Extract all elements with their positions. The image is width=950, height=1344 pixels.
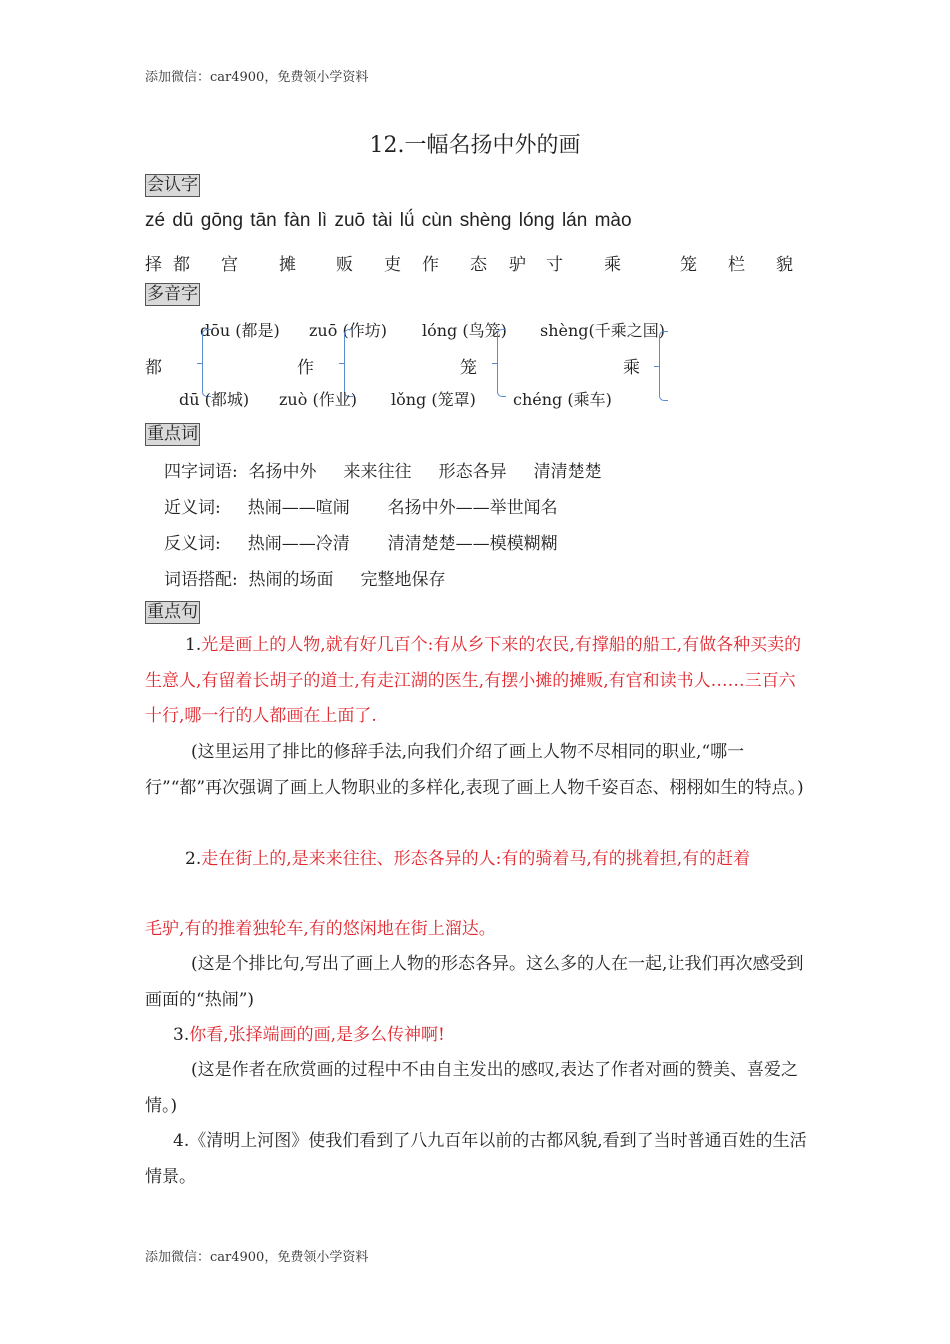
char: 都 — [173, 255, 190, 275]
char: 摊 — [279, 255, 296, 275]
page-footer: 添加微信：car4900，免费领小学资料 — [145, 1250, 369, 1265]
polyphone-top: lóng (鸟笼) — [422, 321, 507, 340]
page-header: 添加微信：car4900，免费领小学资料 — [145, 70, 369, 85]
char: 择 — [145, 255, 162, 275]
char: 寸 — [546, 255, 563, 275]
char: 笼 — [680, 255, 697, 275]
section-label-keysentences: 重点句 — [147, 602, 198, 622]
polyphone-bottom: zuò (作业) — [279, 390, 357, 409]
sentence-3-note: (这是作者在欣赏画的过程中不由自主发出的感叹,表达了作者对画的赞美、喜爱之情。) — [145, 1060, 799, 1116]
polyphone-char: 乘 — [623, 358, 640, 378]
sentence-1: 1.光是画上的人物,就有好几百个:有从乡下来的农民,有撑船的船工,有做各种买卖的生意人,有留着长胡子的道士,有走江湖的医生,有摆小摊的摊贩,有官和读书人……三百六十行,哪一行的人都画在上面了. — [145, 635, 802, 726]
collocations: 词语搭配: 热闹的场面 完整地保存 — [164, 570, 446, 590]
sentence-1-note: (这里运用了排比的修辞手法,向我们介绍了画上人物不尽相同的职业,“哪一行”“都”再次强调了画上人物职业的多样化,表现了画上人物千姿百态、栩栩如生的特点。) — [145, 742, 804, 798]
char: 宫 — [221, 255, 238, 275]
polyphone-top: shèng(千乘之国) — [540, 321, 666, 340]
char: 贩 — [336, 255, 353, 275]
polyphone-char: 都 — [145, 358, 162, 378]
char: 栏 — [728, 255, 745, 275]
polyphone-bottom: chéng (乘车) — [513, 390, 612, 409]
sentence-3: 3.你看,张择端画的画,是多么传神啊! — [173, 1025, 445, 1045]
sentence-2-note: (这是个排比句,写出了画上人物的形态各异。这么多的人在一起,让我们再次感受到画面的“热闹”) — [145, 954, 804, 1010]
synonyms: 近义词: 热闹——喧闹 名扬中外——举世闻名 — [164, 498, 558, 518]
four-char-words: 四字词语: 名扬中外 来来往往 形态各异 清清楚楚 — [164, 462, 602, 482]
polyphone-bottom: dū (都城) — [179, 390, 250, 409]
polyphone-top: zuō (作坊) — [309, 321, 387, 340]
section-label-keywords: 重点词 — [147, 424, 198, 444]
char: 态 — [470, 255, 487, 275]
brace-icon — [659, 331, 668, 401]
brace-icon — [497, 329, 506, 397]
page-title: 12.一幅名扬中外的画 — [369, 133, 581, 158]
antonyms: 反义词: 热闹——冷清 清清楚楚——模模糊糊 — [164, 534, 558, 554]
char: 乘 — [604, 255, 621, 275]
sentence-2-continued: 毛驴,有的推着独轮车,有的悠闲地在街上溜达。 — [145, 919, 496, 939]
char: 貌 — [776, 255, 793, 275]
sentence-2: 2.走在街上的,是来来往往、形态各异的人:有的骑着马,有的挑着担,有的赶着 — [185, 849, 751, 869]
section-label-polyphone: 多音字 — [147, 284, 198, 304]
pinyin-row: zé dū gōng tān fàn lì zuō tài lǘ cùn shèng lóng lán mào — [145, 210, 632, 231]
polyphone-top: dōu (都是) — [200, 321, 280, 340]
polyphone-bottom: lǒng (笼罩) — [391, 390, 476, 409]
char: 作 — [422, 255, 439, 275]
polyphone-char: 笼 — [460, 358, 477, 378]
char: 驴 — [509, 255, 526, 275]
char: 吏 — [384, 255, 401, 275]
sentence-4: 4.《清明上河图》使我们看到了八九百年以前的古都风貌,看到了当时普通百姓的生活情景。 — [145, 1131, 807, 1187]
section-label-recognize: 会认字 — [147, 175, 198, 195]
polyphone-char: 作 — [297, 358, 314, 378]
